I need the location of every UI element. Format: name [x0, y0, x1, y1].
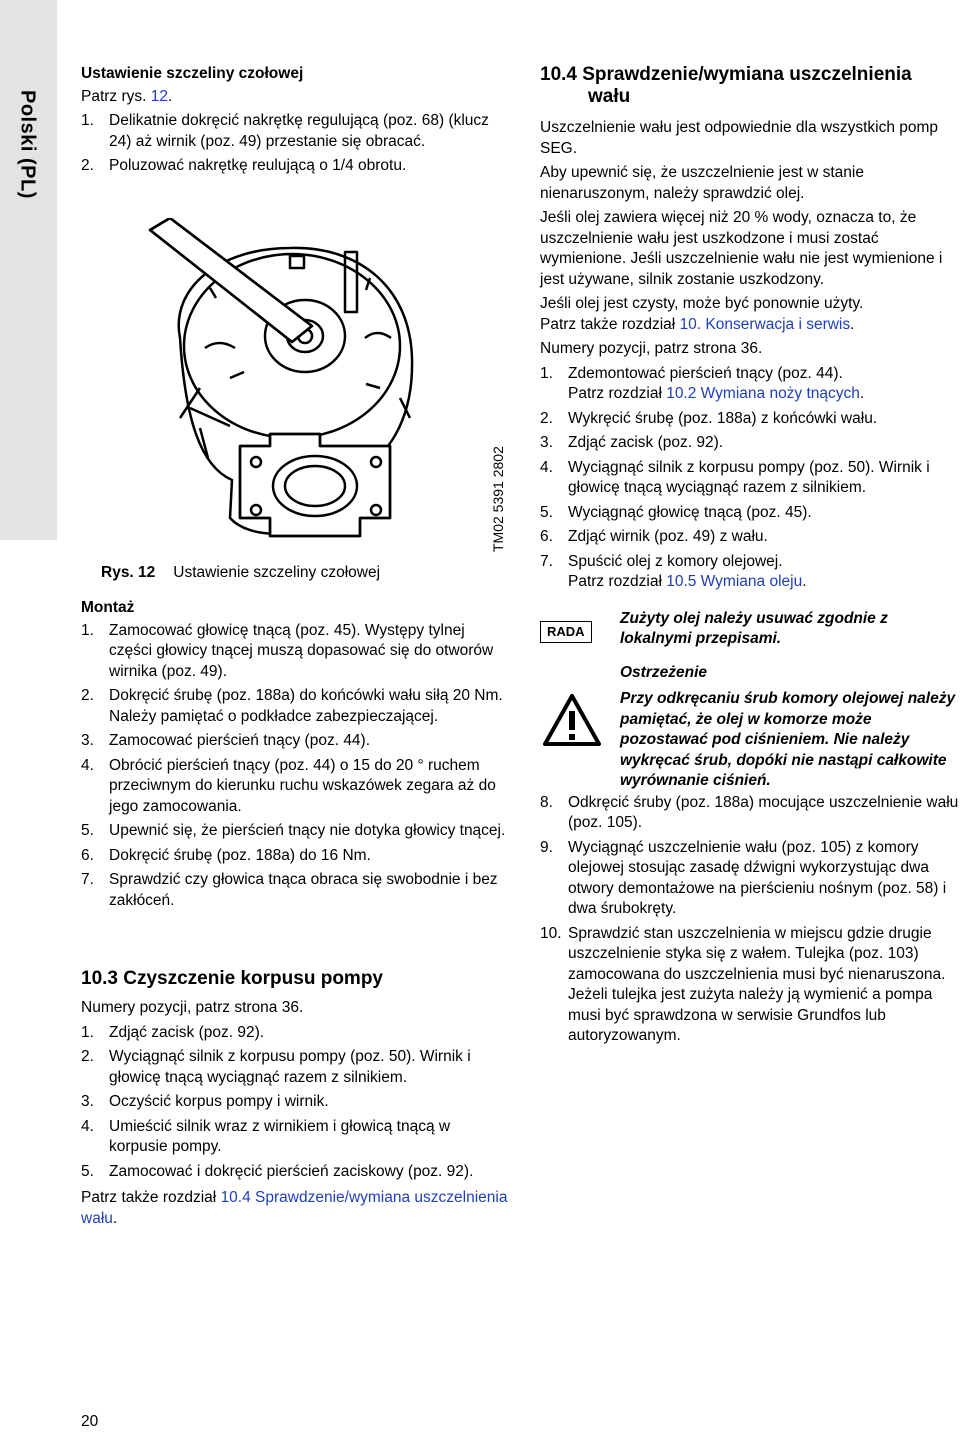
- step-text: Sprawdzić czy głowica tnąca obraca się swobodnie i bez zakłóceń.: [109, 871, 498, 909]
- step-text: Wyciągnąć uszczelnienie wału (poz. 105) z komory olejowej stosując zasadę dźwigni wykorzystując dwa otwory demontażowe na pierścieniu nośnym (poz. 58) i dwa śrubokręty.: [568, 838, 947, 917]
- section-heading-10-3: 10.3 Czyszczenie korpusu pompy: [81, 968, 383, 989]
- see-also-link[interactable]: 10.4 Sprawdzenie/wymiana uszczelnienia wału: [81, 1189, 508, 1227]
- step-number: 3.: [81, 732, 94, 749]
- step-number: 7.: [81, 871, 94, 888]
- paragraph: [540, 294, 960, 335]
- paragraph: Aby upewnić się, że uszczelnienie jest w stanie nienaruszonym, należy sprawdzić olej.: [540, 164, 864, 202]
- list-item: [81, 621, 511, 683]
- step-number: 7.: [540, 552, 553, 570]
- paragraph-text: Jeśli olej jest czysty, może być ponownie użyty.: [540, 295, 864, 312]
- assembly-steps-list: [81, 621, 511, 912]
- maintenance-link[interactable]: 10. Konserwacja i serwis: [679, 315, 851, 333]
- list-item: [540, 364, 960, 405]
- step-text: Poluzować nakrętkę reulującą o 1/4 obrotu.: [109, 157, 407, 174]
- paragraph: Numery pozycji, patrz strona 36.: [540, 340, 763, 357]
- step-text: Dokręcić śrubę (poz. 188a) do końcówki wału siłą 20 Nm. Należy pamiętać o podkładce zabezpieczającej.: [109, 687, 503, 725]
- step-number: 1.: [81, 1023, 94, 1041]
- list-item: [540, 552, 960, 593]
- seal-steps-list-continued: [540, 793, 960, 1047]
- step-number: 6.: [540, 528, 553, 545]
- step-sub-prefix: Patrz rozdział: [568, 573, 667, 590]
- step-text: Delikatnie dokręcić nakrętkę regulującą (poz. 68) (klucz 24) aż wirnik (poz. 49) przestanie się obracać.: [109, 112, 489, 150]
- step-number: 1.: [540, 364, 553, 382]
- step-text: Zdjąć zacisk (poz. 92).: [109, 1023, 265, 1041]
- step-text: Zdjąć zacisk (poz. 92).: [568, 434, 724, 451]
- step-number: 9.: [540, 838, 553, 856]
- section-title-gap: Ustawienie szczeliny czołowej: [81, 65, 304, 82]
- step-number: 10.: [540, 924, 562, 942]
- pump-cutter-figure: [140, 218, 440, 558]
- step-number: 1.: [81, 621, 94, 639]
- step-number: 2.: [81, 687, 94, 704]
- list-item: [540, 458, 960, 499]
- step-number: 2.: [81, 157, 94, 174]
- ref-suffix: .: [168, 87, 173, 105]
- figure-code: TM02 5391 2802: [490, 446, 506, 552]
- gap-steps-list: [81, 111, 501, 177]
- seal-steps-list: [540, 364, 960, 593]
- step-number: 4.: [81, 756, 94, 774]
- step-number: 6.: [81, 846, 94, 864]
- tip-badge: RADA: [540, 621, 592, 643]
- ref-prefix: Patrz rys.: [81, 87, 151, 105]
- step-number: 5.: [81, 1162, 94, 1180]
- step-text: Sprawdzić stan uszczelnienia w miejscu gdzie drugie uszczelnienie styka się z wałem. Tulejka (poz. 103) zamocowana do uszczelnienia musi być nienaruszona. Jeżeli tulejka jest zużyta należy ją wymienić a pompa musi być sprawdzona w serwisie Grundfos lub autoryzowanym.: [568, 924, 946, 1044]
- step-number: 2.: [81, 1048, 94, 1065]
- step-number: 3.: [81, 1093, 94, 1110]
- step-text: Zamocować pierścień tnący (poz. 44).: [109, 732, 371, 749]
- paragraph: Uszczelnienie wału jest odpowiednie dla wszystkich pomp SEG.: [540, 119, 939, 157]
- step-number: 4.: [540, 458, 553, 476]
- list-item: [81, 731, 511, 752]
- list-item: [81, 756, 511, 818]
- figure-reference: [81, 87, 501, 108]
- list-item: [81, 1117, 511, 1158]
- warning-note: [540, 663, 960, 789]
- list-item: [81, 821, 511, 842]
- language-sidebar: [0, 0, 57, 540]
- step-text: Wyciągnąć silnik z korpusu pompy (poz. 50). Wirnik i głowicę tnącą wyciągnąć razem z silnikiem.: [568, 458, 930, 496]
- list-item: [540, 924, 960, 1047]
- list-item: [81, 870, 511, 911]
- step-text: Wykręcić śrubę (poz. 188a) z końcówki wału.: [568, 409, 878, 427]
- step-text: Zdemontować pierścień tnący (poz. 44).: [568, 364, 843, 382]
- step-text: Spuścić olej z komory olejowej.: [568, 552, 783, 570]
- tip-note: [540, 609, 960, 653]
- list-item: [81, 846, 511, 867]
- caption-text: Ustawienie szczeliny czołowej: [173, 564, 381, 581]
- step-text: Wyciągnąć głowicę tnącą (poz. 45).: [568, 503, 812, 521]
- figure-caption: [101, 563, 481, 584]
- left-column-top: [81, 64, 501, 181]
- step-text: Odkręcić śruby (poz. 188a) mocujące uszczelnienie wału (poz. 105).: [568, 793, 959, 831]
- section-intro: Numery pozycji, patrz strona 36.: [81, 999, 304, 1016]
- step-text: Wyciągnąć silnik z korpusu pompy (poz. 50). Wirnik i głowicę tnącą wyciągnąć razem z silnikiem.: [109, 1048, 471, 1086]
- step-number: 8.: [540, 793, 553, 811]
- list-item: [81, 1047, 511, 1088]
- step-number: 2.: [540, 409, 553, 427]
- paragraph: Jeśli olej zawiera więcej niż 20 % wody, oznacza to, że uszczelnienie wału jest uszkodzone i musi zostać wymienione. Jeśli uszczelnienie wału nie jest wymienione i jest używane, silnik zostanie uszkodzony.: [540, 209, 943, 288]
- section-heading-10-4: [540, 64, 960, 108]
- step-text: Umieścić silnik wraz z wirnikiem i głowicą tnącą w korpusie pompy.: [109, 1117, 451, 1155]
- page-number: 20: [81, 1413, 99, 1430]
- tip-text: Zużyty olej należy usuwać zgodnie z lokalnymi przepisami.: [620, 609, 888, 647]
- step-text: Zamocować głowicę tnącą (poz. 45). Występy tylnej części głowicy tnącej muszą dopasować się do otworów wirnika (poz. 49).: [109, 621, 494, 680]
- list-item: [81, 111, 501, 152]
- step-text: Zamocować i dokręcić pierścień zaciskowy (poz. 92).: [109, 1162, 474, 1180]
- step-text: Zdjąć wirnik (poz. 49) z wału.: [568, 528, 768, 545]
- see-also: [81, 1188, 511, 1229]
- step-number: 1.: [81, 112, 94, 129]
- oil-change-link[interactable]: 10.5 Wymiana oleju: [666, 573, 803, 590]
- list-item: [81, 1023, 511, 1044]
- cleaning-section: [81, 968, 511, 1233]
- step-text: Oczyścić korpus pompy i wirnik.: [109, 1093, 329, 1110]
- step-text: Dokręcić śrubę (poz. 188a) do 16 Nm.: [109, 846, 371, 864]
- list-item: [81, 686, 511, 727]
- step-number: 3.: [540, 434, 553, 451]
- list-item: [540, 527, 960, 548]
- step-sub-suffix: .: [802, 573, 807, 590]
- list-item: [540, 838, 960, 920]
- step-number: 5.: [81, 822, 94, 839]
- list-item: [81, 156, 501, 177]
- list-item: [540, 503, 960, 524]
- see-also-prefix: Patrz także rozdział: [540, 315, 680, 333]
- step-text: Upewnić się, że pierścień tnący nie dotyka głowicy tnącej.: [109, 822, 506, 839]
- figure-link[interactable]: 12: [150, 87, 169, 105]
- step-number: 5.: [540, 503, 553, 521]
- heading-line-1: 10.4 Sprawdzenie/wymiana uszczelnienia: [540, 64, 912, 85]
- cleaning-steps-list: [81, 1023, 511, 1183]
- heading-line-2: wału: [588, 86, 631, 107]
- see-also-suffix: .: [112, 1209, 118, 1227]
- warning-text: Przy odkręcaniu śrub komory olejowej należy pamiętać, że olej w komorze może pozostawać pod ciśnieniem. Nie należy wykręcać śrub, dopóki nie nastąpi całkowite wyrównanie ciśnień.: [620, 690, 956, 789]
- right-column: [540, 64, 960, 1051]
- see-also-prefix: Patrz także rozdział: [81, 1189, 221, 1206]
- list-item: [540, 409, 960, 430]
- list-item: [540, 433, 960, 454]
- warning-icon: [542, 693, 602, 747]
- step-number: 4.: [81, 1117, 94, 1135]
- step-text: Obrócić pierścień tnący (poz. 44) o 15 do 20 ° ruchem przeciwnym do kierunku ruchu wskazówek zegara aż do jego zamocowania.: [109, 756, 496, 815]
- list-item: [81, 1092, 511, 1113]
- list-item: [540, 793, 960, 834]
- step-sub-suffix: .: [859, 385, 865, 402]
- language-label: Polski (PL): [16, 90, 39, 199]
- step-sub-prefix: Patrz rozdział: [568, 385, 667, 402]
- caption-label: Rys. 12: [101, 564, 156, 581]
- see-also-suffix: .: [850, 315, 855, 333]
- assembly-title: Montaż: [81, 599, 135, 616]
- assembly-section: [81, 598, 511, 915]
- warning-title: Ostrzeżenie: [620, 663, 708, 681]
- warning-content: [620, 663, 960, 792]
- cutter-link[interactable]: 10.2 Wymiana noży tnących: [666, 385, 860, 402]
- list-item: [81, 1162, 511, 1183]
